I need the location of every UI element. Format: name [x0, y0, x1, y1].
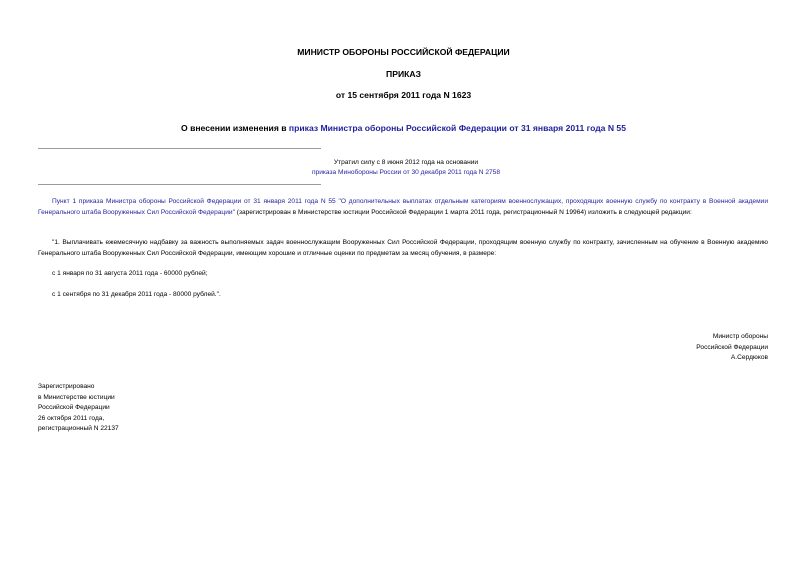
top-divider: [38, 148, 321, 149]
paragraph-2: "1. Выплачивать ежемесячную надбавку за важность выполняемых задач военнослужащим Вооруженных Сил Российской Федерации, проходящим военную службу по контракту, зачисленным на обучение в Военную академию Генерального штаба Вооруженных Сил Российской Федерации, имеющим хорошие и отличные оценки по предметам за месяц обучения, в размере:: [38, 239, 768, 257]
signature-block: [696, 332, 768, 364]
signature-name: А.Сердюков: [730, 354, 768, 361]
document-title: [0, 123, 807, 133]
ministry-heading: МИНИСТР ОБОРОНЫ РОССИЙСКОЙ ФЕДЕРАЦИИ: [297, 47, 510, 57]
registration-line-1: Зарегистрировано: [38, 383, 95, 390]
paragraph-1-link[interactable]: Пункт 1 приказа Министра обороны Российской Федерации от 31 января 2011 года N 55 "О дополнительных выплатах отдельным категориям военнослужащих, проходящих военную службу по контракту в Военной академии Генерального штаба Вооруженных Сил Российской Федерации": [38, 198, 768, 216]
registration-line-5: регистрационный N 22137: [38, 425, 119, 432]
signature-line-1: Министр обороны: [712, 333, 768, 340]
status-note-link[interactable]: приказа Минобороны России от 30 декабря 2011 года N 2758: [311, 169, 501, 176]
date-number-heading: от 15 сентября 2011 года N 1623: [335, 90, 472, 100]
rate-item-2: с 1 сентября по 31 декабря 2011 года - 80000 рублей.".: [52, 291, 221, 298]
registration-line-2: в Министерстве юстиции: [38, 393, 115, 401]
title-prefix: О внесении изменения в: [181, 123, 289, 133]
signature-line-2: Российской Федерации: [696, 343, 768, 351]
paragraph-1-text: (зарегистрирован в Министерстве юстиции Российской Федерации 1 марта 2011 года, регистрационный N 19964) изложить в следующей редакции:: [234, 208, 692, 216]
status-note-text: Утратил силу с 8 июня 2012 года на основании: [333, 159, 479, 166]
status-note: [210, 158, 602, 178]
registration-line-3: Российской Федерации: [38, 404, 110, 411]
registration-block: [38, 382, 119, 435]
registration-line-4: 26 октября 2011 года,: [38, 414, 105, 422]
title-link[interactable]: приказ Министра обороны Российской Федерации от 31 января 2011 года N 55: [288, 123, 626, 133]
doc-type-heading: ПРИКАЗ: [386, 69, 421, 79]
bottom-divider: [38, 184, 321, 185]
paragraph-1: [38, 197, 768, 218]
rate-item-1: с 1 января по 31 августа 2011 года - 60000 рублей;: [52, 270, 208, 277]
